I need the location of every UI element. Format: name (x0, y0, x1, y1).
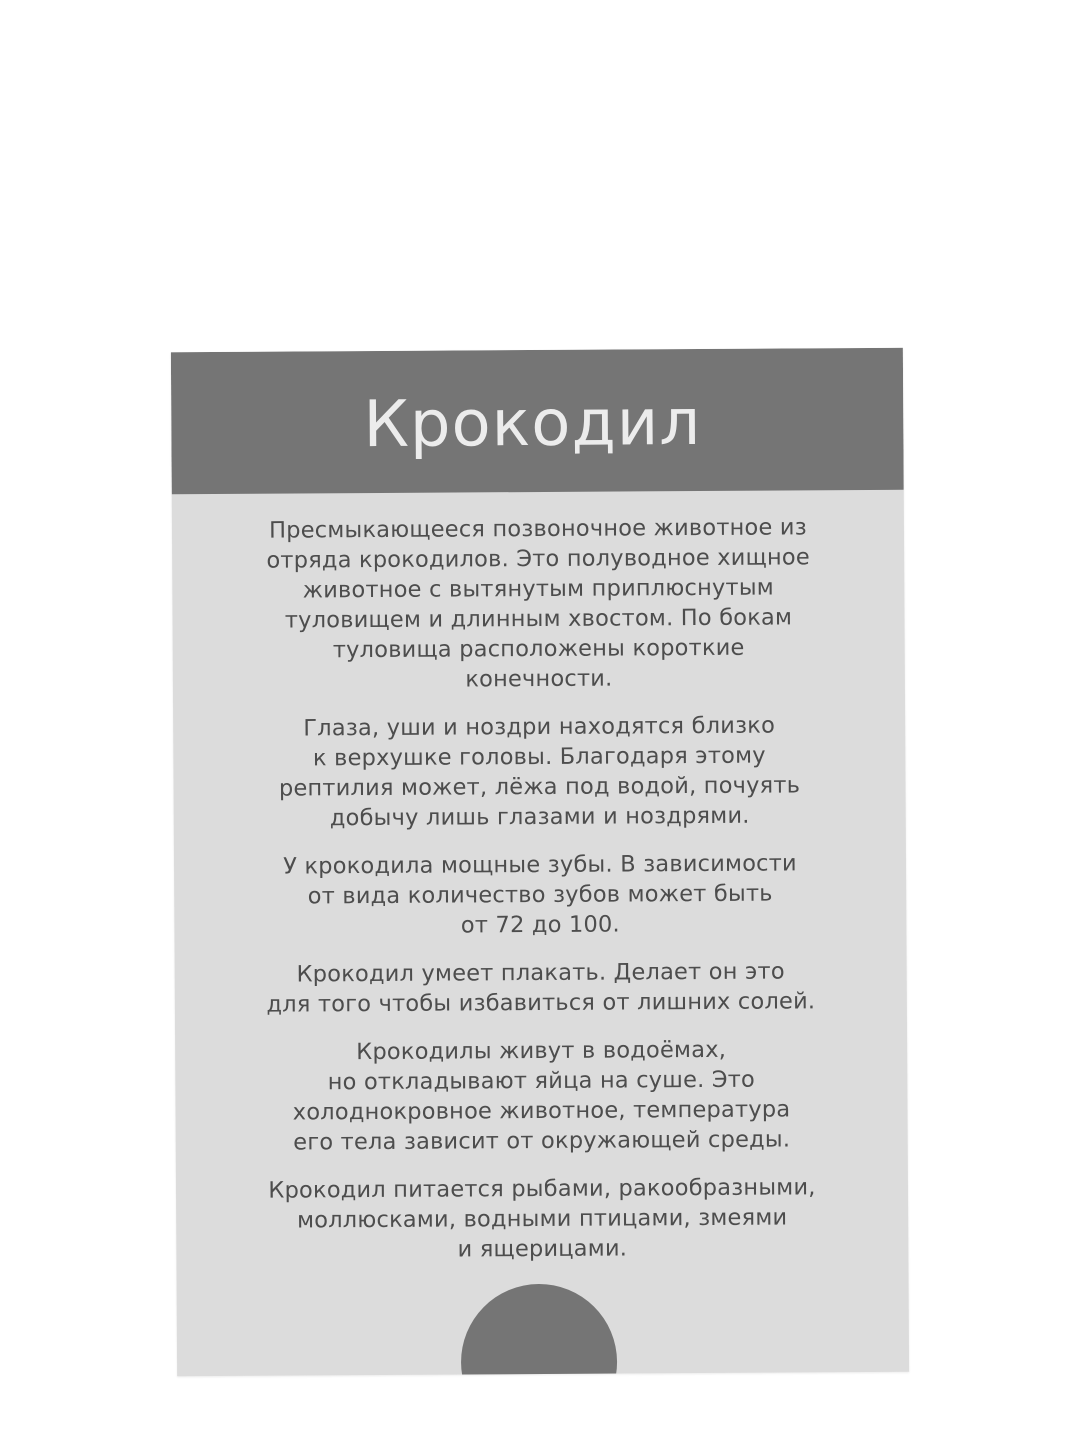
text-line: туловищем и длинным хвостом. По бокам (284, 604, 793, 634)
text-line: Крокодил питается рыбами, ракообразными, (268, 1174, 816, 1204)
text-line: конечности. (465, 665, 613, 693)
decorative-half-circle (461, 1284, 618, 1377)
paragraph-diet (198, 1172, 887, 1266)
text-line: но откладывают яйца на суше. Это (327, 1066, 756, 1096)
text-line: к верхушке головы. Благодаря этому (312, 742, 766, 772)
text-line: отряда крокодилов. Это полуводное хищное (266, 544, 810, 574)
paragraph-teeth (196, 848, 885, 942)
text-line: холоднокровное животное, температура (292, 1096, 791, 1126)
text-line: для того чтобы избавиться от лишних солей. (266, 988, 816, 1018)
paragraph-senses (195, 710, 884, 834)
card-body (194, 512, 887, 1284)
paragraph-tears (197, 956, 885, 1020)
text-line: от вида количество зубов может быть (307, 880, 773, 910)
text-line: Крокодилы живут в водоёмах, (356, 1036, 727, 1066)
text-line: туловища расположены короткие (332, 634, 745, 664)
text-line: Глаза, уши и ноздри находятся близко (303, 712, 776, 742)
text-line: от 72 до 100. (460, 911, 620, 939)
paragraph-habitat (197, 1034, 886, 1158)
text-line: Пресмыкающееся позвоночное животное из (268, 514, 807, 544)
text-line: моллюсками, водными птицами, змеями (296, 1204, 788, 1234)
text-line: рептилия может, лёжа под водой, почуять (278, 772, 801, 802)
paragraph-description (194, 512, 883, 696)
card-title: Крокодил (363, 386, 702, 463)
info-card (171, 348, 909, 1376)
text-line: его тела зависит от окружающей среды. (293, 1126, 791, 1156)
card-header (171, 348, 904, 494)
text-line: животное с вытянутым приплюснутым (302, 574, 775, 604)
text-line: У крокодила мощные зубы. В зависимости (283, 850, 797, 880)
text-line: добычу лишь глазами и ноздрями. (329, 802, 750, 832)
text-line: Крокодил умеет плакать. Делает он это (296, 958, 785, 988)
text-line: и ящерицами. (457, 1235, 628, 1263)
